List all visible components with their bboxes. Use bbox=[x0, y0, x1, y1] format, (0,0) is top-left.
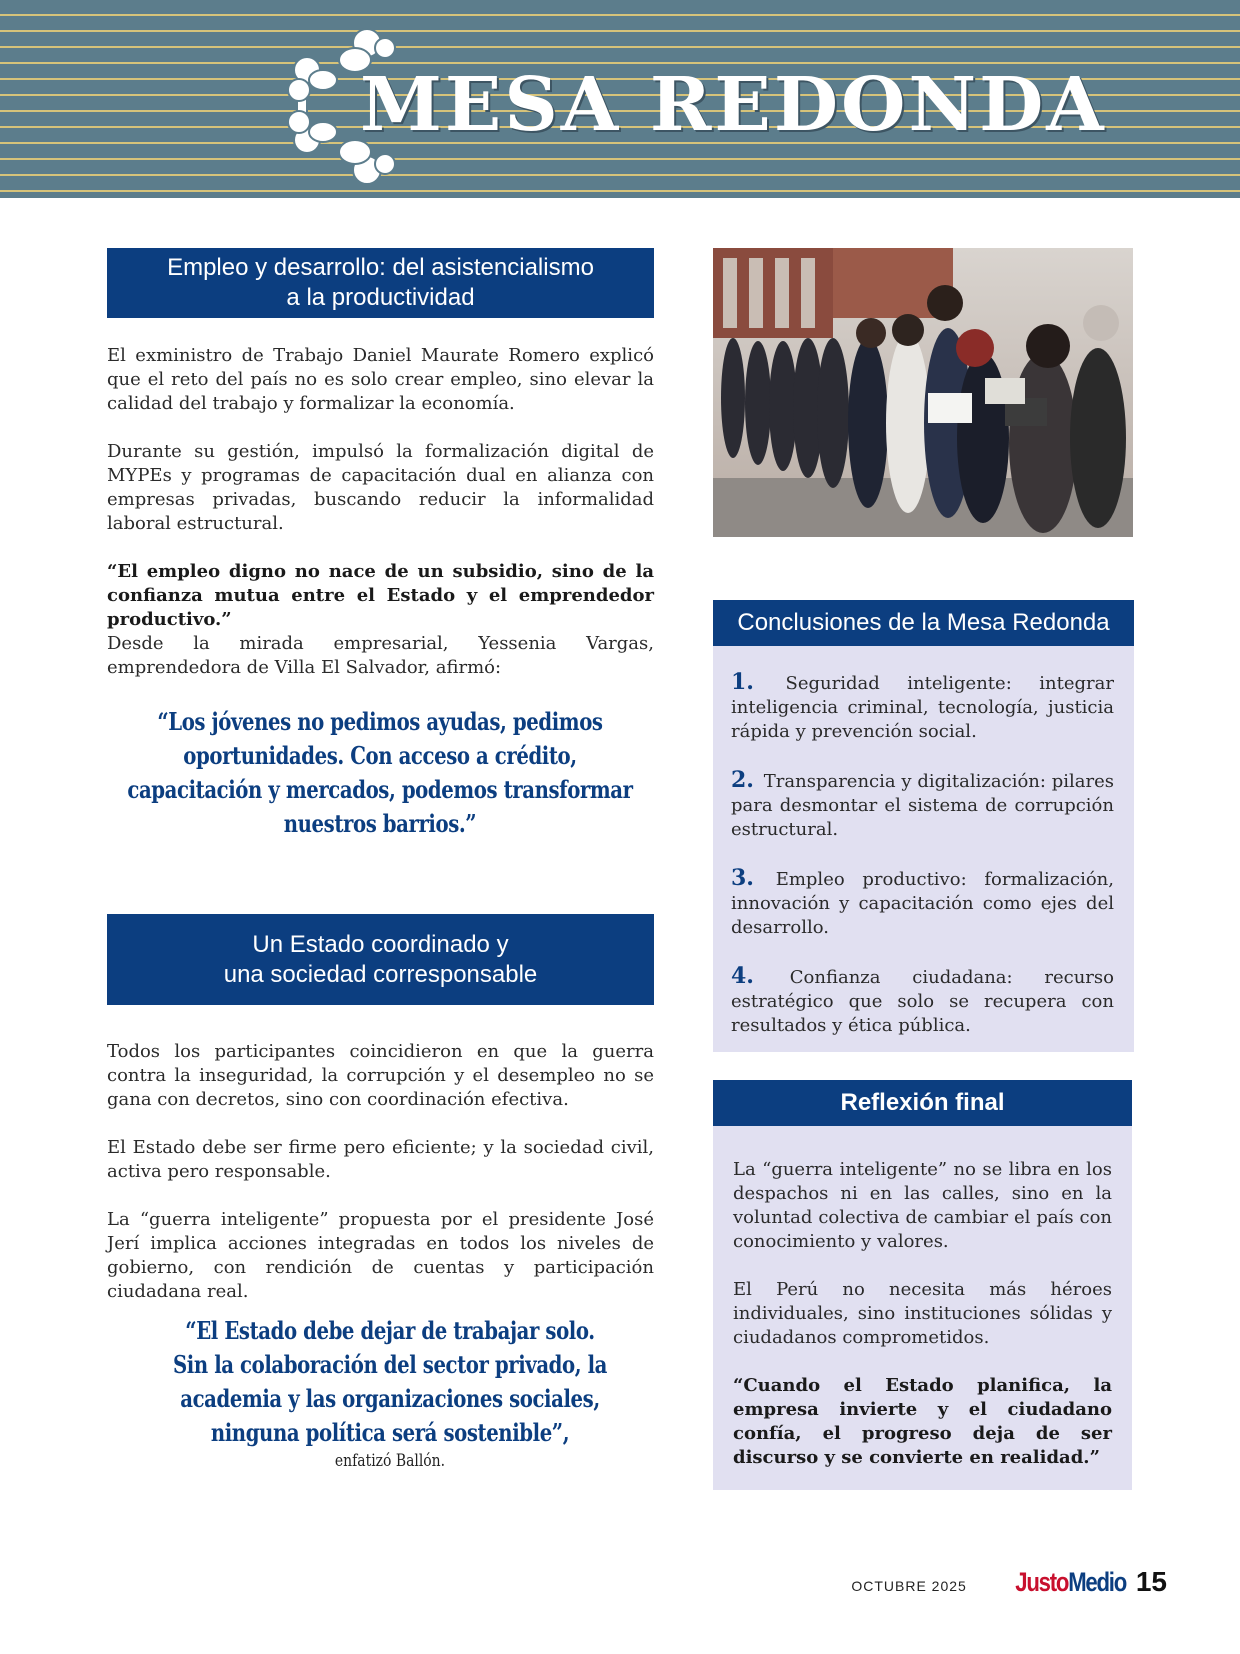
paragraph: El exministro de Trabajo Daniel Maurate Romero explicó que el reto del país no es solo crear empleo, sino elevar la calidad del trabajo y formalizar la economía. bbox=[107, 345, 654, 414]
section-heading-line: Empleo y desarrollo: del asistencialismo bbox=[167, 254, 594, 281]
pull-quote-text: “El Estado debe dejar de trabajar solo. Sin la colaboración del sector privado, la academia y las organizaciones sociales, ninguna política será sostenible”, bbox=[172, 1316, 608, 1447]
conclusion-number: 1. bbox=[731, 669, 754, 695]
conclusion-number: 2. bbox=[731, 767, 754, 793]
conclusion-text: Transparencia y digitalización: pilares para desmontar el sistema de corrupción estructural. bbox=[731, 771, 1114, 840]
paragraph: El Perú no necesita más héroes individuales, sino instituciones sólidas y ciudadanos comprometidos. bbox=[733, 1279, 1112, 1348]
conclusion-text: Empleo productivo: formalización, innovación y capacitación como ejes del desarrollo. bbox=[731, 869, 1114, 938]
section-heading-line: a la productividad bbox=[286, 284, 475, 311]
magazine-logo bbox=[1015, 1567, 1126, 1598]
reflection-heading bbox=[713, 1080, 1132, 1126]
conclusion-item bbox=[731, 670, 1114, 744]
section-heading-empleo bbox=[107, 248, 654, 318]
paragraph: Todos los participantes coincidieron en que la guerra contra la inseguridad, la corrupción y el desempleo no se gana con decretos, sino con coordinación efectiva. bbox=[107, 1041, 654, 1110]
conclusion-item bbox=[731, 768, 1114, 842]
conclusion-item bbox=[731, 866, 1114, 940]
paragraph: Desde la mirada empresarial, Yessenia Vargas, emprendedora de Villa El Salvador, afirmó: bbox=[107, 633, 654, 678]
bold-quote-paragraph: “El empleo digno no nace de un subsidio, sino de la confianza mutua entre el Estado y el emprendedor productivo.” bbox=[107, 561, 654, 630]
conclusions-panel bbox=[713, 646, 1134, 1052]
conclusion-text: Seguridad inteligente: integrar inteligencia criminal, tecnología, justicia rápida y prevención social. bbox=[731, 673, 1114, 742]
conclusion-item bbox=[731, 964, 1114, 1038]
conclusion-number: 3. bbox=[731, 865, 754, 891]
issue-date: OCTUBRE 2025 bbox=[851, 1578, 967, 1594]
paragraph: La “guerra inteligente” propuesta por el presidente José Jerí implica acciones integradas en todos los niveles de gobierno, con rendición de cuentas y participación ciudadana real. bbox=[107, 1209, 654, 1302]
section-heading-line: una sociedad corresponsable bbox=[223, 960, 538, 988]
paragraph: El Estado debe ser firme pero eficiente; y la sociedad civil, activa pero responsable. bbox=[107, 1137, 654, 1182]
bold-quote-paragraph: “Cuando el Estado planifica, la empresa invierte y el ciudadano confía, el progreso deja de ser discurso y se convierte en realidad.” bbox=[733, 1375, 1112, 1468]
logo-part-justo: Justo bbox=[1015, 1567, 1069, 1597]
page-banner bbox=[0, 0, 1240, 198]
reflection-heading-text: Reflexión final bbox=[840, 1089, 1005, 1116]
paragraph: La “guerra inteligente” no se libra en los despachos ni en las calles, sino en la voluntad colectiva de cambiar el país con conocimiento y valores. bbox=[733, 1159, 1112, 1252]
conclusion-text: Confianza ciudadana: recurso estratégico que solo se recupera con resultados y ética pública. bbox=[731, 967, 1114, 1036]
logo-part-medio: Medio bbox=[1068, 1567, 1126, 1597]
pull-quote-vargas: “Los jóvenes no pedimos ayudas, pedimos oportunidades. Con acceso a crédito, capacitación y mercados, podemos transformar nuestros barrios.” bbox=[127, 707, 633, 838]
pull-quote-ballon bbox=[173, 1314, 608, 1472]
job-seekers-queue-photo bbox=[713, 248, 1133, 537]
conclusions-heading-text: Conclusiones de la Mesa Redonda bbox=[737, 609, 1110, 636]
banner-title: MESA REDONDA bbox=[360, 62, 1107, 148]
section-heading-line: Un Estado coordinado y bbox=[252, 930, 509, 958]
reflection-panel bbox=[713, 1126, 1132, 1490]
paragraph: Durante su gestión, impulsó la formalización digital de MYPEs y programas de capacitación dual en alianza con empresas privadas, buscando reducir la informalidad laboral estructural. bbox=[107, 441, 654, 534]
page-number: 15 bbox=[1135, 1566, 1167, 1597]
page-footer bbox=[851, 1566, 1167, 1598]
conclusions-heading bbox=[713, 600, 1134, 646]
quote-attribution: enfatizó Ballón. bbox=[334, 1451, 446, 1471]
conclusion-number: 4. bbox=[731, 963, 754, 989]
section-heading-estado bbox=[107, 914, 654, 1005]
